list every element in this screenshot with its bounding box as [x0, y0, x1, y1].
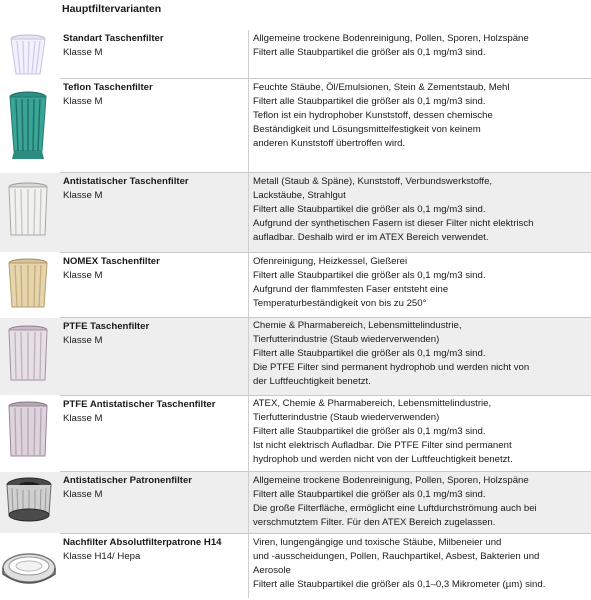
filter-name: Standart Taschenfilter [63, 33, 164, 44]
filter-class: Klasse M [63, 270, 103, 281]
filter-row-antistatisch [0, 173, 591, 252]
desc-line: Filtert alle Staubpartikel die größer als 0,1 mg/m3 sind. [253, 489, 486, 500]
white-bag-filter-icon [0, 32, 58, 78]
filter-row-patronenfilter [0, 472, 591, 533]
desc-line: und -ausscheidungen, Pollen, Rauchpartikel, Asbest, Bakterien und [253, 551, 540, 562]
desc-line: Die große Filterfläche, ermöglicht eine Luftdurchströmung auch bei [253, 503, 537, 514]
desc-line: Aufgrund der flammfesten Faser entsteht eine [253, 284, 449, 295]
desc-line: Allgemeine trockene Bodenreinigung, Pollen, Sporen, Holzspäne [253, 475, 529, 486]
desc-line: Filtert alle Staubpartikel die größer als 0,1 mg/m3 sind. [253, 426, 486, 437]
filter-class: Klasse H14/ Hepa [63, 551, 141, 562]
filter-class: Klasse M [63, 335, 103, 346]
desc-line: hydrophob und werden nicht von der Luftfeuchtigkeit benetzt. [253, 454, 513, 465]
desc-line: Tierfutterindustrie (Staub wiederverwenden) [253, 334, 440, 345]
filter-name: Antistatischer Patronenfilter [63, 475, 193, 486]
desc-line: aufladbar. Deshalb wird er im ATEX Bereich verwendet. [253, 232, 489, 243]
desc-line: Filtert alle Staubpartikel die größer als 0,1 mg/m3 sind. [253, 96, 486, 107]
desc-line: Aerosole [253, 565, 291, 576]
desc-line: Filtert alle Staubpartikel die größer als 0,1 mg/m3 sind. [253, 348, 486, 359]
desc-line: verschmutztem Filter. Für den ATEX Bereich zugelassen. [253, 517, 496, 528]
desc-line: Ofenreinigung, Heizkessel, Gießerei [253, 256, 408, 267]
desc-line: ATEX, Chemie & Pharmabereich, Lebensmittelindustrie, [253, 398, 492, 409]
desc-line: Viren, lungengängige und toxische Stäube, Milbeneier und [253, 537, 502, 548]
desc-line: Aufgrund der synthetischen Fasern ist dieser Filter nicht elektrisch [253, 218, 534, 229]
desc-line: Filtert alle Staubpartikel die größer als 0,1–0,3 Mikrometer (µm) sind. [253, 579, 546, 590]
desc-line: Die PTFE Filter sind permanent hydrophob und werden nicht von [253, 362, 530, 373]
filter-row-ptfe [0, 318, 591, 395]
desc-line: Allgemeine trockene Bodenreinigung, Pollen, Sporen, Holzspäne [253, 33, 529, 44]
ptfe-antistatic-bag-filter-icon [0, 400, 58, 464]
filter-class: Klasse M [63, 190, 103, 201]
desc-line: Filtert alle Staubpartikel die größer als 0,1 mg/m3 sind. [253, 204, 486, 215]
filter-class: Klasse M [63, 489, 103, 500]
desc-line: Teflon ist ein hydrophober Kunststoff, dessen chemische [253, 110, 493, 121]
desc-line: Filtert alle Staubpartikel die größer als 0,1 mg/m3 sind. [253, 270, 486, 281]
filter-name: PTFE Taschenfilter [63, 321, 150, 332]
desc-line: Beständigkeit und Lösungsmittelfestigkeit von keinem [253, 124, 481, 135]
ptfe-bag-filter-icon [0, 324, 58, 388]
desc-line: Tierfutterindustrie (Staub wiederverwenden) [253, 412, 440, 423]
desc-line: Feuchte Stäube, Öl/Emulsionen, Stein & Zementstaub, Mehl [253, 82, 510, 93]
cartridge-filter-icon [0, 475, 58, 531]
desc-line: Filtert alle Staubpartikel die größer als 0,1 mg/m3 sind. [253, 47, 486, 58]
filter-name: Nachfilter Absolutfilterpatrone H14 [63, 537, 222, 548]
page-title: Hauptfiltervarianten [62, 3, 162, 15]
filter-name: PTFE Antistatischer Taschenfilter [63, 399, 216, 410]
filter-row-standart [0, 30, 591, 78]
desc-line: Ist nicht elektrisch Aufladbar. Die PTFE Filter sind permanent [253, 440, 512, 451]
desc-line: Temperaturbeständigkeit von bis zu 250° [253, 298, 427, 309]
antistatic-bag-filter-icon [0, 181, 58, 243]
filter-row-hepa [0, 534, 591, 598]
beige-bag-filter-icon [0, 257, 58, 315]
desc-line: der Luftfeuchtigkeit benetzt. [253, 376, 371, 387]
desc-line: Lackstäube, Strahlgut [253, 190, 346, 201]
filter-name: Teflon Taschenfilter [63, 82, 153, 93]
teal-bag-filter-icon [0, 89, 58, 169]
filter-name: Antistatischer Taschenfilter [63, 176, 189, 187]
hepa-filter-ring-icon [0, 548, 58, 588]
filter-class: Klasse M [63, 96, 103, 107]
filter-row-nomex [0, 253, 591, 317]
filter-row-ptfe-antistatisch [0, 396, 591, 471]
filter-class: Klasse M [63, 47, 103, 58]
filter-name: NOMEX Taschenfilter [63, 256, 160, 267]
filter-class: Klasse M [63, 413, 103, 424]
desc-line: Chemie & Pharmabereich, Lebensmittelindustrie, [253, 320, 462, 331]
filter-row-teflon [0, 79, 591, 172]
desc-line: Metall (Staub & Späne), Kunststoff, Verbundswerkstoffe, [253, 176, 493, 187]
desc-line: anderen Kunststoff übertroffen wird. [253, 138, 406, 149]
